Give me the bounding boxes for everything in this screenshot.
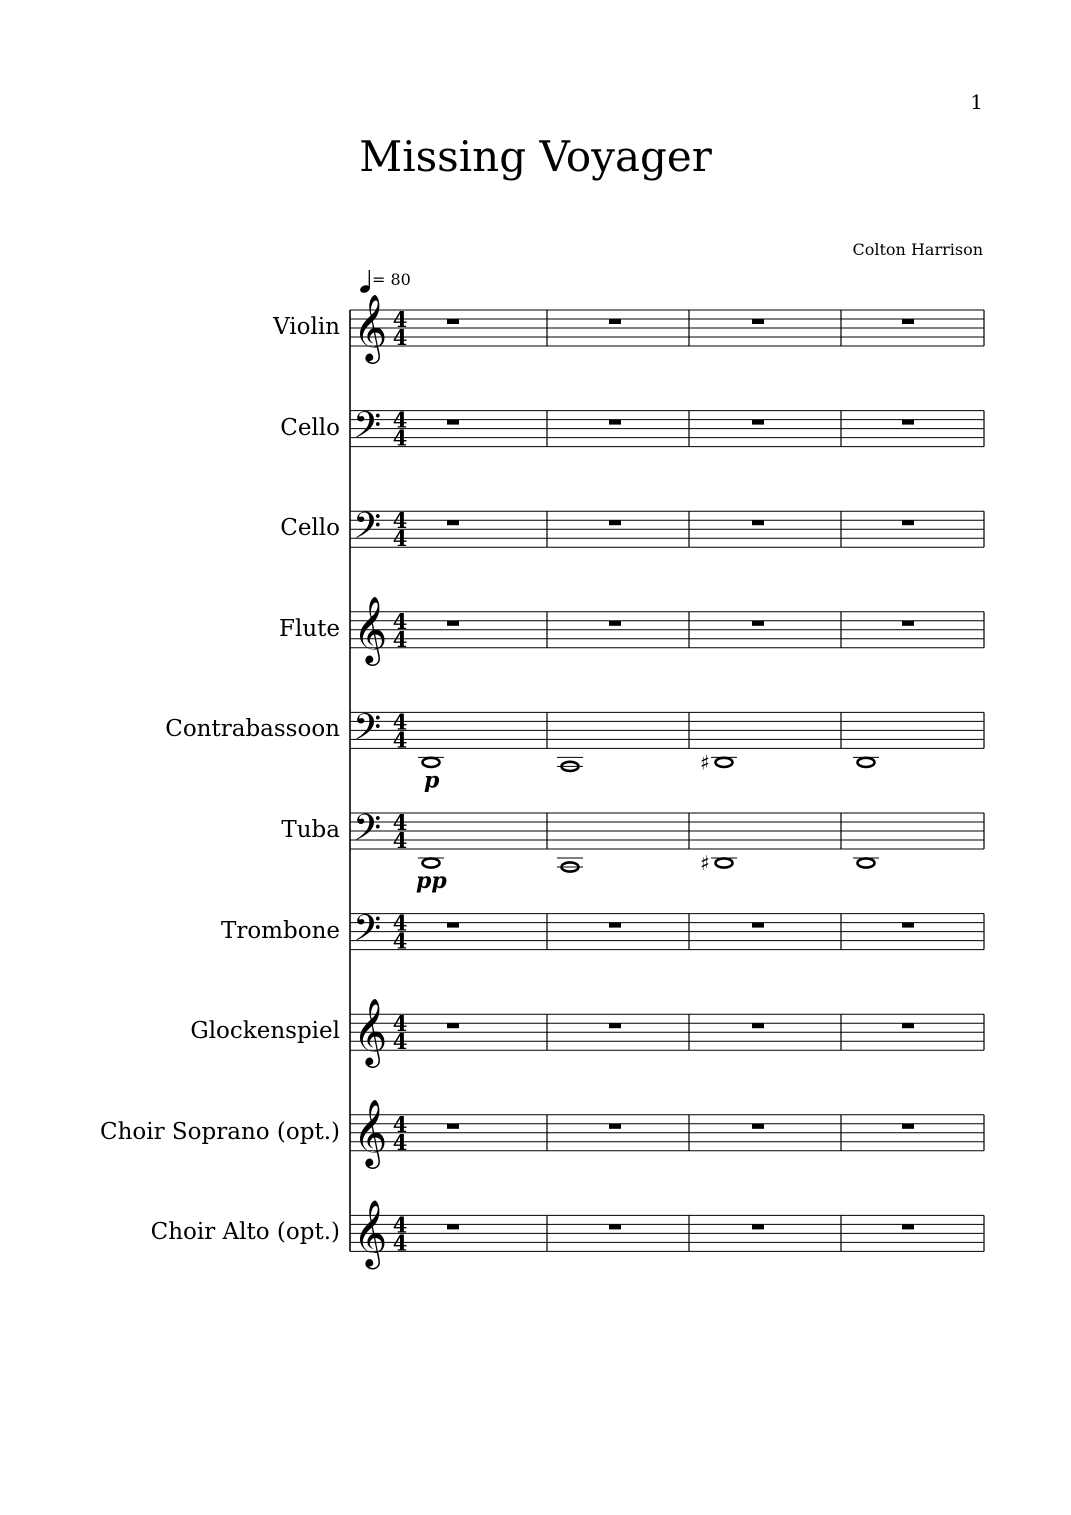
time-signature-bottom: 4 [392,325,408,350]
whole-rest-icon [447,420,459,425]
staff-6 [350,807,984,894]
whole-rest-icon [752,520,764,525]
page-number: 1 [970,90,983,114]
whole-rest-icon [752,923,764,928]
whole-note-icon [716,858,733,867]
time-signature-bottom: 4 [392,1029,408,1055]
whole-rest-icon [447,520,459,525]
staff-8 [350,997,984,1068]
whole-rest-icon [902,621,914,626]
instrument-label: Trombone [221,917,340,944]
instrument-label: Flute [279,615,340,642]
treble-clef-icon: 𝄞 [353,594,388,663]
whole-note-icon [423,758,440,767]
instrument-label: Tuba [281,817,340,843]
tempo-value: = 80 [372,270,411,289]
time-signature-bottom: 4 [392,626,408,652]
treble-clef-icon: 𝄞 [353,293,388,361]
staff-3 [350,505,984,556]
whole-rest-icon [447,923,459,928]
whole-rest-icon [902,1023,914,1028]
bass-clef-icon: 𝄢 [353,505,382,557]
time-signature-bottom: 4 [392,1129,408,1155]
instrument-label: Glockenspiel [190,1018,340,1045]
whole-rest-icon [752,621,764,626]
dynamic-marking: pp [416,868,447,894]
time-signature-bottom: 4 [392,1230,408,1256]
bass-clef-icon: 𝄢 [353,907,382,959]
treble-clef-icon: 𝄞 [353,1198,388,1267]
whole-rest-icon [447,1124,459,1129]
whole-rest-icon [609,1224,621,1229]
sharp-icon: ♯ [700,851,710,875]
whole-note-icon [858,758,875,767]
instrument-label: Cello [280,414,340,441]
staff-5 [350,706,984,793]
whole-rest-icon [752,1124,764,1129]
time-signature-bottom: 4 [392,425,408,451]
instrument-label: Cello [280,515,340,542]
instrument-label: Violin [273,314,340,340]
time-signature-top: 4 [392,307,408,332]
time-signature-top: 4 [392,608,408,634]
time-signature-top: 4 [392,910,408,936]
whole-rest-icon [752,420,764,425]
time-signature-bottom: 4 [392,526,408,552]
whole-rest-icon [752,319,764,324]
staff-4 [350,595,984,666]
dynamic-marking: p [424,767,440,794]
time-signature-top: 4 [392,1011,408,1037]
bass-clef-icon: 𝄢 [353,404,382,456]
whole-rest-icon [609,923,621,928]
time-signature-top: 4 [392,709,408,735]
staff-7 [350,908,984,959]
score-title: Missing Voyager [359,132,712,181]
whole-rest-icon [447,319,459,324]
staff-9 [350,1098,984,1169]
staff-1 [350,293,984,364]
whole-rest-icon [902,420,914,425]
instrument-label: Choir Alto (opt.) [150,1219,340,1246]
sharp-icon: ♯ [700,750,710,775]
time-signature-top: 4 [392,407,408,433]
composer-name: Colton Harrison [852,240,983,259]
staff-2 [350,405,984,456]
whole-rest-icon [752,1224,764,1229]
whole-rest-icon [902,1224,914,1229]
whole-note-icon [858,858,875,867]
whole-note-icon [423,858,440,867]
instrument-label: Contrabassoon [165,716,340,743]
instrument-label: Choir Soprano (opt.) [100,1118,340,1145]
time-signature-top: 4 [392,810,408,835]
time-signature-top: 4 [392,1111,408,1137]
whole-note-icon [716,758,733,767]
time-signature-top: 4 [392,1212,408,1238]
bass-clef-icon: 𝄢 [353,706,382,758]
whole-rest-icon [752,1023,764,1028]
whole-rest-icon [902,923,914,928]
whole-rest-icon [902,319,914,324]
whole-rest-icon [447,1023,459,1028]
whole-rest-icon [609,1124,621,1129]
whole-rest-icon [609,621,621,626]
time-signature-bottom: 4 [392,928,408,954]
time-signature-bottom: 4 [392,727,408,753]
time-signature-top: 4 [392,508,408,534]
staff-10 [350,1198,984,1269]
treble-clef-icon: 𝄞 [353,1097,388,1166]
whole-rest-icon [902,520,914,525]
whole-rest-icon [609,1023,621,1028]
treble-clef-icon: 𝄞 [353,997,388,1066]
whole-rest-icon [447,621,459,626]
whole-rest-icon [902,1124,914,1129]
bass-clef-icon: 𝄢 [353,807,382,858]
whole-rest-icon [447,1224,459,1229]
whole-rest-icon [609,420,621,425]
whole-rest-icon [609,319,621,324]
time-signature-bottom: 4 [392,828,408,853]
whole-rest-icon [609,520,621,525]
